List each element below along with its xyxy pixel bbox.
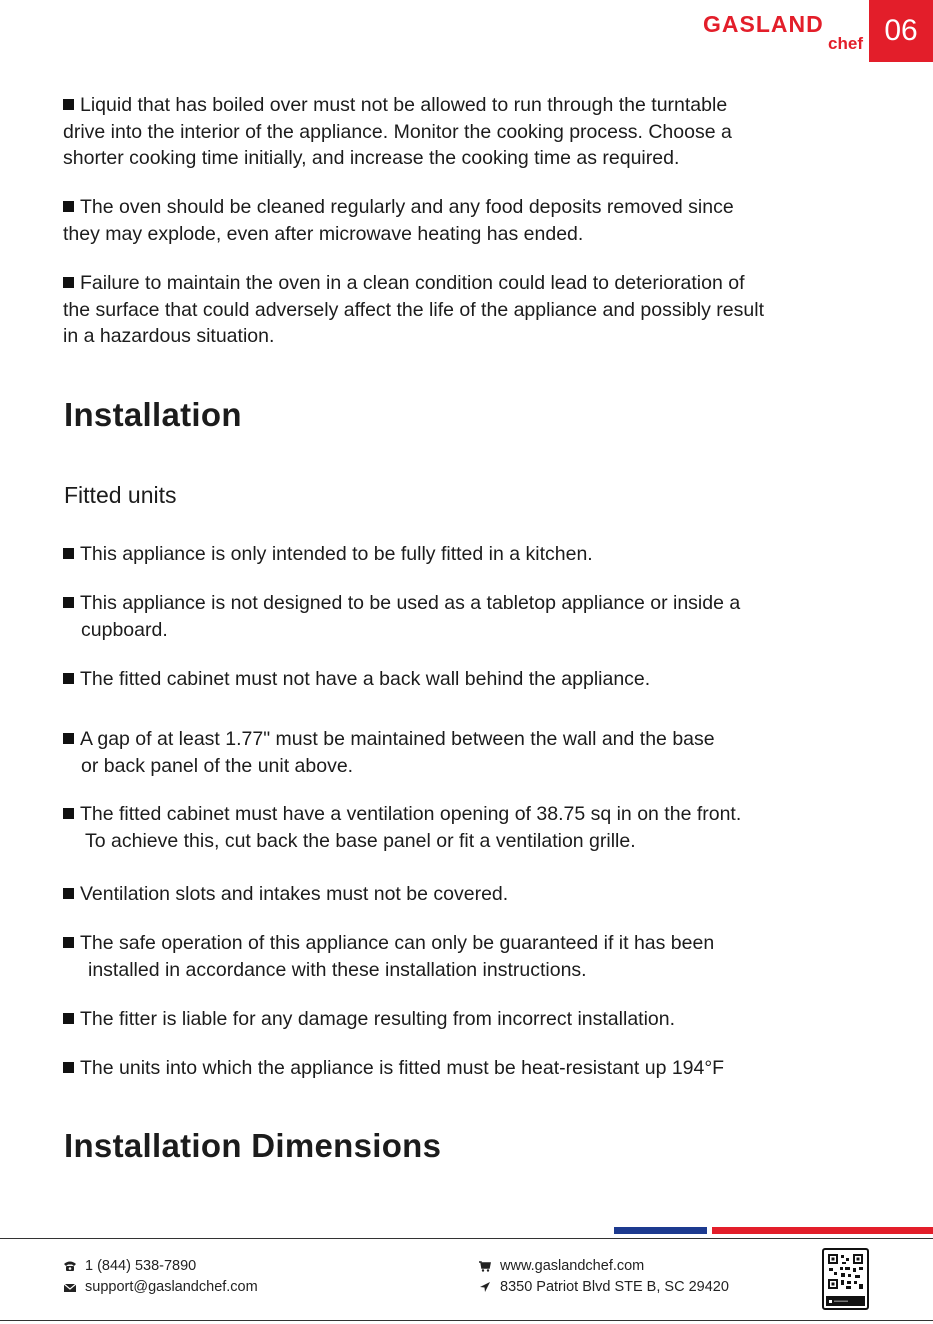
installation-item: A gap of at least 1.77" must be maintained between the wall and the base or back panel of the unit above. [63,726,715,779]
bullet-square-icon [63,733,74,744]
installation-item: The safe operation of this appliance can only be guaranteed if it has been installed in accordance with these installation instructions. [63,930,714,983]
page-number: 06 [869,0,933,62]
bullet-square-icon [63,548,74,559]
bullet-square-icon [63,808,74,819]
qr-code-icon [824,1250,867,1308]
footer-accent-bar-red [712,1227,933,1234]
qr-code [822,1248,869,1310]
bullet-square-icon [63,99,74,110]
bullet-square-icon [63,201,74,212]
footer-accent-bar-blue [614,1227,707,1234]
intro-paragraph: The oven should be cleaned regularly and any food deposits removed since they may explode, even after microwave heating has ended. [63,196,734,245]
intro-paragraph: Failure to maintain the oven in a clean condition could lead to deterioration of the surface that could adversely affect the life of the appliance and possibly result in a hazardous situation. [63,272,764,347]
footer-phone: 1 (844) 538-7890 [63,1258,196,1274]
phone-icon [63,1259,77,1273]
brand-logo [703,10,869,54]
installation-item: This appliance is only intended to be fully fitted in a kitchen. [63,541,593,568]
subsection-title-fitted-units: Fitted units [64,482,177,508]
bullet-square-icon [63,1062,74,1073]
installation-item: The fitter is liable for any damage resulting from incorrect installation. [63,1006,675,1033]
bullet-square-icon [63,597,74,608]
installation-item: The fitted cabinet must not have a back wall behind the appliance. [63,666,650,693]
brand-name: GASLAND [703,11,824,37]
bullet-square-icon [63,1013,74,1024]
cart-icon [478,1259,492,1273]
footer-bottom-rule [0,1320,933,1321]
mail-icon [63,1280,77,1294]
installation-item: Ventilation slots and intakes must not be covered. [63,881,508,908]
footer-address: 8350 Patriot Blvd STE B, SC 29420 [478,1279,729,1295]
bullet-square-icon [63,888,74,899]
location-arrow-icon [478,1280,492,1294]
intro-paragraph: Liquid that has boiled over must not be allowed to run through the turntable drive into the interior of the appliance. Monitor the cooking process. Choose a shorter cooking time initially, and increase the cooking time as required. [63,94,732,169]
section-title-installation: Installation [64,396,242,433]
section-title-installation-dimensions: Installation Dimensions [64,1127,442,1164]
footer-email: support@gaslandchef.com [63,1279,258,1295]
installation-item: The fitted cabinet must have a ventilation opening of 38.75 sq in on the front. To achieve this, cut back the base panel or fit a ventilation grille. [63,801,741,854]
bullet-square-icon [63,937,74,948]
bullet-square-icon [63,673,74,684]
installation-item: The units into which the appliance is fitted must be heat-resistant up 194°F [63,1055,724,1082]
brand-sub: chef [828,34,863,53]
footer-website: www.gaslandchef.com [478,1258,644,1274]
installation-item: This appliance is not designed to be used as a tabletop appliance or inside a cupboard. [63,590,740,643]
bullet-square-icon [63,277,74,288]
footer-divider [0,1238,933,1239]
